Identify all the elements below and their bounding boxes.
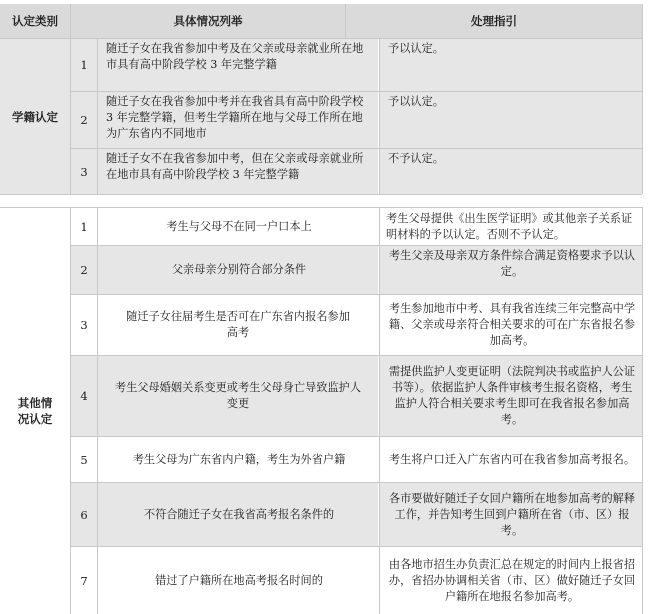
row-guidance: 考生参加地市中考、具有我省连续三年完整高中学籍、父亲或母亲符合相关要求的可在广东省报名参加高考。 xyxy=(380,295,642,355)
row-number: 6 xyxy=(71,483,97,546)
row-guidance: 不予认定。 xyxy=(380,149,642,194)
row-description: 错过了户籍所在地高考报名时间的 xyxy=(98,547,378,614)
table-divider xyxy=(0,194,642,195)
table-divider xyxy=(71,355,642,356)
table-divider xyxy=(379,207,380,614)
table-divider xyxy=(70,4,71,194)
row-description: 随迁子女不在我省参加中考，但在父亲或母亲就业所在地市具有高中阶段学校 3 年完整学籍 xyxy=(98,149,378,194)
row-guidance: 考生父母提供《出生医学证明》或其他亲子关系证明材料的予以认定。否则不予认定。 xyxy=(380,208,642,245)
category-enrollment: 学籍认定 xyxy=(0,39,70,194)
row-description: 考生父母婚姻关系变更或考生父母身亡导致监护人变更 xyxy=(98,356,378,436)
row-number: 2 xyxy=(71,246,97,294)
row-description: 随迁子女在我省参加中考及在父亲或母亲就业所在地市具有高中阶段学校 3 年完整学籍 xyxy=(98,39,378,91)
row-number: 7 xyxy=(71,547,97,614)
table-divider xyxy=(71,294,642,295)
row-number: 3 xyxy=(71,149,97,194)
table-divider xyxy=(71,546,642,547)
row-guidance: 各市要做好随迁子女回户籍所在地参加高考的解释工作，并告知考生回到户籍所在省（市、区）报考。 xyxy=(380,483,642,546)
header-guidance: 处理指引 xyxy=(346,4,642,38)
row-description: 父亲母亲分别符合部分条件 xyxy=(98,246,378,294)
row-description: 随迁子女往届考生是否可在广东省内报名参加高考 xyxy=(98,295,378,355)
row-description: 随迁子女在我省参加中考并在我省具有高中阶段学校 3 年完整学籍，但考生学籍所在地与父母工作所在地为广东省内不同地市 xyxy=(98,92,378,148)
row-description: 考生父母为广东省内户籍，考生为外省户籍 xyxy=(98,437,378,482)
table-divider xyxy=(345,4,346,38)
row-number: 5 xyxy=(71,437,97,482)
row-description: 考生与父母不在同一户口本上 xyxy=(98,208,378,245)
row-guidance: 考生父亲及母亲双方条件综合满足资格要求予以认定。 xyxy=(380,246,642,294)
table-divider xyxy=(71,91,642,92)
table-divider xyxy=(97,38,98,194)
table-divider xyxy=(642,4,643,194)
category-other: 其他情况认定 xyxy=(0,208,70,614)
row-guidance: 需提供监护人变更证明（法院判决书或监护人公证书等）。依据监护人条件审核考生报名资格，考生监护人符合相关要求考生即可在我省报名参加高考。 xyxy=(380,356,642,436)
row-number: 1 xyxy=(71,39,97,91)
row-guidance: 考生将户口迁入广东省内可在我省参加高考报名。 xyxy=(380,437,642,482)
table-divider xyxy=(97,207,98,614)
table-divider xyxy=(71,436,642,437)
row-guidance: 由各地市招生办负责汇总在规定的时间内上报省招办，省招办协调相关省（市、区）做好随迁子女回户籍所在地报名参加高考。 xyxy=(380,547,642,614)
row-guidance: 予以认定。 xyxy=(380,39,642,91)
header-category: 认定类别 xyxy=(0,4,70,38)
row-guidance: 予以认定。 xyxy=(380,92,642,148)
table-divider xyxy=(71,245,642,246)
table-divider xyxy=(71,148,642,149)
row-number: 3 xyxy=(71,295,97,355)
header-details: 具体情况列举 xyxy=(71,4,345,38)
row-number: 1 xyxy=(71,208,97,245)
row-number: 2 xyxy=(71,92,97,148)
table-divider xyxy=(642,207,643,614)
table-divider xyxy=(71,482,642,483)
table-divider xyxy=(379,38,380,194)
row-number: 4 xyxy=(71,356,97,436)
row-description: 不符合随迁子女在我省高考报名条件的 xyxy=(98,483,378,546)
table-divider xyxy=(70,207,71,614)
